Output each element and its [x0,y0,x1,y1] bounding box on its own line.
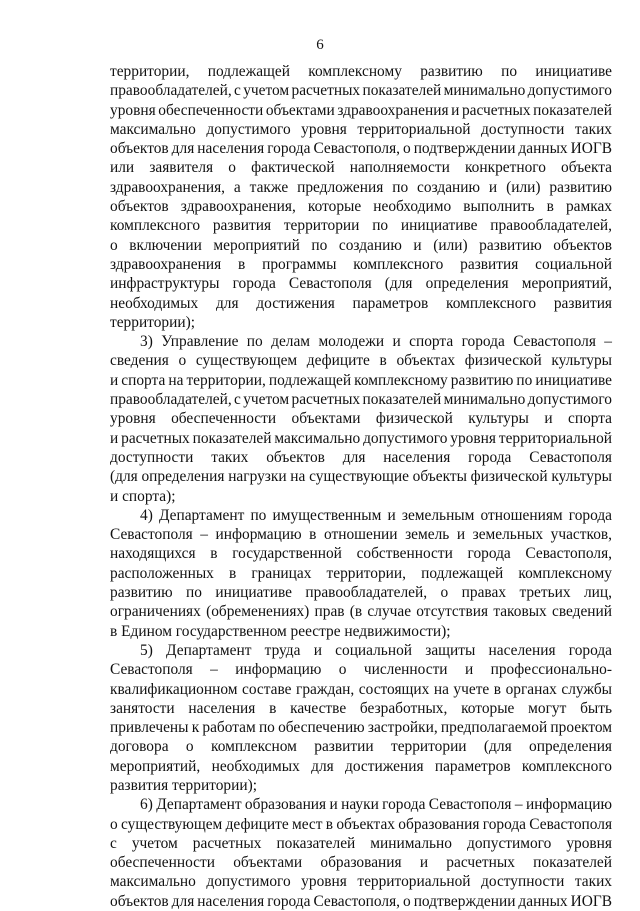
text-line: территории); [110,313,195,331]
text-line: 3) Управление по делам молодежи и спорта города Севастополя – [140,333,613,351]
text-line: Севастополя – информацию в отношении земель и земельных участков, [110,526,612,544]
list-item-3 [110,332,612,506]
text-line: находящихся в государственной собственности города Севастополя, [110,545,612,563]
text-line: (для определения нагрузки на существующие объекты физической культуры [110,468,613,486]
text-line: о включении мероприятий по созданию и (или) развитию объектов [110,236,612,254]
body-text [110,62,612,911]
text-line: максимально допустимого уровня территориальной доступности таких [110,873,613,891]
list-item-5 [110,641,612,795]
text-line: договора о комплексном развитии территории (для определения [110,738,613,756]
text-line: и расчетных показателей максимально допустимого уровня территориальной [110,429,613,447]
text-line: уровня обеспеченности объектами здравоохранения и расчетных показателей [110,101,612,119]
text-line: здравоохранения, а также предложения по созданию и (или) развитию [110,178,612,196]
text-line: сведения о существующем дефиците в объектах физической культуры [110,352,612,370]
text-line: и спорта); [110,487,176,505]
text-line: максимально допустимого уровня территориальной доступности таких [110,120,613,138]
text-line: 6) Департамент образования и науки города Севастополя – информацию [140,796,612,814]
text-line: объектов здравоохранения, которые необходимо выполнить в рамках [110,198,612,216]
text-line: необходимых для достижения параметров комплексного развития [110,294,613,312]
text-line: с учетом расчетных показателей минимально допустимого уровня [110,834,612,852]
text-line: правообладателей, с учетом расчетных показателей минимально допустимого [110,82,612,100]
text-line: в Едином государственном реестре недвижимости); [110,622,451,640]
text-line: о существующем дефиците мест в объектах образования города Севастополя [110,815,613,833]
text-line: развития территории); [110,776,257,794]
text-line: объектов для населения города Севастополя, о подтверждении данных ИОГВ [110,140,612,158]
paragraph-continuation [110,62,612,332]
text-line: здравоохранения в программы комплексного развития социальной [110,255,613,273]
text-line: правообладателей, с учетом расчетных показателей минимально допустимого [110,391,612,409]
list-item-6 [110,795,612,911]
text-line: доступности таких объектов для населения города Севастополя [110,448,612,466]
text-line: расположенных в границах территории, подлежащей комплексному [110,564,612,582]
list-item-4 [110,506,612,641]
text-line: комплексного развития территории по инициативе правообладателей, [110,217,612,235]
text-line: уровня обеспеченности объектами физической культуры и спорта [110,410,613,428]
page-number: 6 [316,37,324,53]
text-line: привлечены к работам по обеспечению застройки, предполагаемой проектом [110,719,613,737]
text-line: 5) Департамент труда и социальной защиты населения города [140,641,612,659]
text-line: квалификационном составе граждан, состоящих на учете в органах службы [110,680,613,698]
text-line: инфраструктуры города Севастополя (для определения мероприятий, [110,275,612,293]
text-line: или заявителя о фактической наполняемости конкретного объекта [110,159,613,177]
text-line: и спорта на территории, подлежащей комплексному развитию по инициативе [110,371,612,389]
text-line: территории, подлежащей комплексному развитию по инициативе [110,63,612,80]
text-line: 4) Департамент по имущественным и земельным отношениям города [140,506,613,524]
text-line: мероприятий, необходимых для достижения параметров комплексного [110,757,612,775]
text-line: занятости населения в качестве безработных, которые могут быть [110,699,612,717]
text-line: объектов для населения города Севастополя, о подтверждении данных ИОГВ [110,892,612,910]
text-line: Севастополя – информацию о численности и профессионально- [110,661,612,679]
text-line: ограничениях (обременениях) прав (в случае отсутствия таковых сведений [110,603,613,621]
text-line: развитию по инициативе правообладателей, о правах третьих лиц, [110,584,613,602]
text-line: обеспеченности объектами образования и расчетных показателей [110,854,612,872]
